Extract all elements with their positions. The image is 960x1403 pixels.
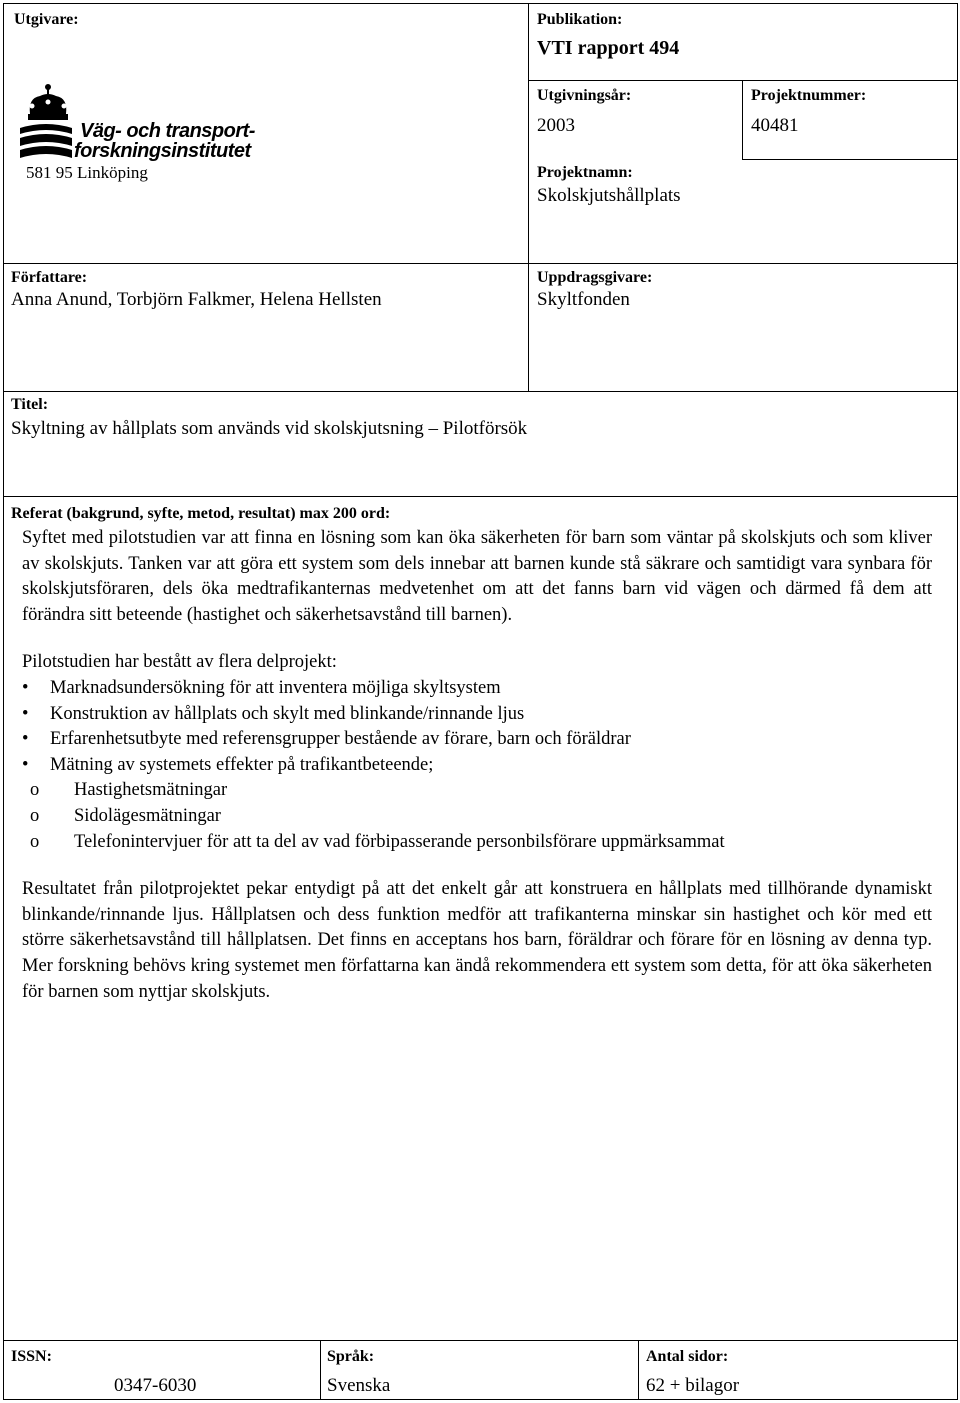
language-label: Språk: xyxy=(327,1348,375,1365)
client-value: Skyltfonden xyxy=(537,289,630,310)
org-name-line1: Väg- och transport- xyxy=(80,120,255,142)
client-cell xyxy=(528,263,958,393)
sub-bullet-icon: o xyxy=(30,780,40,801)
vti-logo xyxy=(18,84,255,169)
language-value: Svenska xyxy=(327,1375,391,1396)
abstract-paragraph-3: Resultatet från pilotprojektet pekar entydigt på att det enkelt går att konstruera en hållplats med tillhörande dynamiskt blinkande/rinnande ljus. Hållplatsen och dess funktion medför att trafikanterna minskar sin hastighet och kör med ett större säkerhetsavstånd till hållplatsen. Det finns en acceptans hos barn, föräldrar och förare för en lösning av denna typ. Mer forskning behövs kring systemet men författarna kan ändå rekommendera ett system som detta, för att öka säkerheten för barnen som nyttjar skolskjuts. xyxy=(22,879,932,1002)
project-number-label: Projektnummer: xyxy=(751,87,867,104)
sub-bullet-icon: o xyxy=(30,805,40,826)
project-number-cell xyxy=(742,80,958,160)
authors-value: Anna Anund, Torbjörn Falkmer, Helena Hellsten xyxy=(11,289,382,310)
abstract-paragraph-1: Syftet med pilotstudien var att finna en lösning som kan öka säkerheten för barn som väntar på skolskjuts och som kliver av skolskjuts. Tanken var att göra ett system som dels innebar att barnen kunde stå säkrare och samtidigt vara synbara för skolskjutsföraren, dels öka medtrafikanternas medvetenhet om att det fanns barn vid vägen och därmed få dem att förändra sitt beteende (hastighet och säkerhetsavstånd till barnen). xyxy=(22,528,932,625)
delprojekt-list xyxy=(22,676,932,855)
year-label: Utgivningsår: xyxy=(537,87,632,104)
list-item: • Konstruktion av hållplats och skylt med blinkande/rinnande ljus xyxy=(22,702,932,728)
bullet-icon: • xyxy=(22,729,29,750)
title-cell xyxy=(3,391,958,498)
bullet-icon: • xyxy=(22,754,29,775)
list-item: • Marknadsundersökning för att inventera möjliga skyltsystem xyxy=(22,676,932,702)
bullet-icon: • xyxy=(22,703,29,724)
sub-list-item: o Telefonintervjuer för att ta del av vad förbipasserande personbilsförare uppmärksammat xyxy=(22,830,932,856)
abstract-body xyxy=(22,526,932,1005)
pages-label: Antal sidor: xyxy=(646,1348,729,1365)
publication-cell xyxy=(528,3,958,82)
title-label: Titel: xyxy=(11,396,49,413)
list-item: • Erfarenhetsutbyte med referensgrupper bestående av förare, barn och föräldrar xyxy=(22,727,932,753)
sub-bullet-icon: o xyxy=(30,831,40,852)
project-name-label: Projektnamn: xyxy=(537,164,633,181)
issn-label: ISSN: xyxy=(11,1348,52,1365)
org-name-line2: forskningsinstitutet xyxy=(74,140,251,162)
client-label: Uppdragsgivare: xyxy=(537,269,653,286)
pages-value: 62 + bilagor xyxy=(646,1375,740,1396)
publisher-address: 581 95 Linköping xyxy=(26,163,148,182)
abstract-paragraph-2-intro: Pilotstudien har bestått av flera delprojekt: xyxy=(22,652,337,673)
sub-list-item: o Hastighetsmätningar xyxy=(22,778,932,804)
pages-cell xyxy=(638,1340,958,1400)
publication-value: VTI rapport 494 xyxy=(537,37,680,59)
issn-value: 0347-6030 xyxy=(114,1375,197,1396)
sub-list-item: o Sidolägesmätningar xyxy=(22,804,932,830)
project-number-value: 40481 xyxy=(751,115,799,136)
publisher-label: Utgivare: xyxy=(14,11,79,28)
publisher-cell xyxy=(3,3,530,265)
abstract-label: Referat (bakgrund, syfte, metod, resultat) max 200 ord: xyxy=(11,505,391,522)
year-value: 2003 xyxy=(537,115,575,136)
authors-label: Författare: xyxy=(11,269,88,286)
authors-cell xyxy=(3,263,530,393)
publication-label: Publikation: xyxy=(537,11,623,28)
project-name-value: Skolskjutshållplats xyxy=(537,185,681,206)
list-item: • Mätning av systemets effekter på trafikantbeteende; xyxy=(22,753,932,779)
issn-cell xyxy=(3,1340,322,1400)
bullet-icon: • xyxy=(22,677,29,698)
title-value: Skyltning av hållplats som används vid skolskjutsning – Pilotförsök xyxy=(11,418,528,439)
language-cell xyxy=(320,1340,640,1400)
